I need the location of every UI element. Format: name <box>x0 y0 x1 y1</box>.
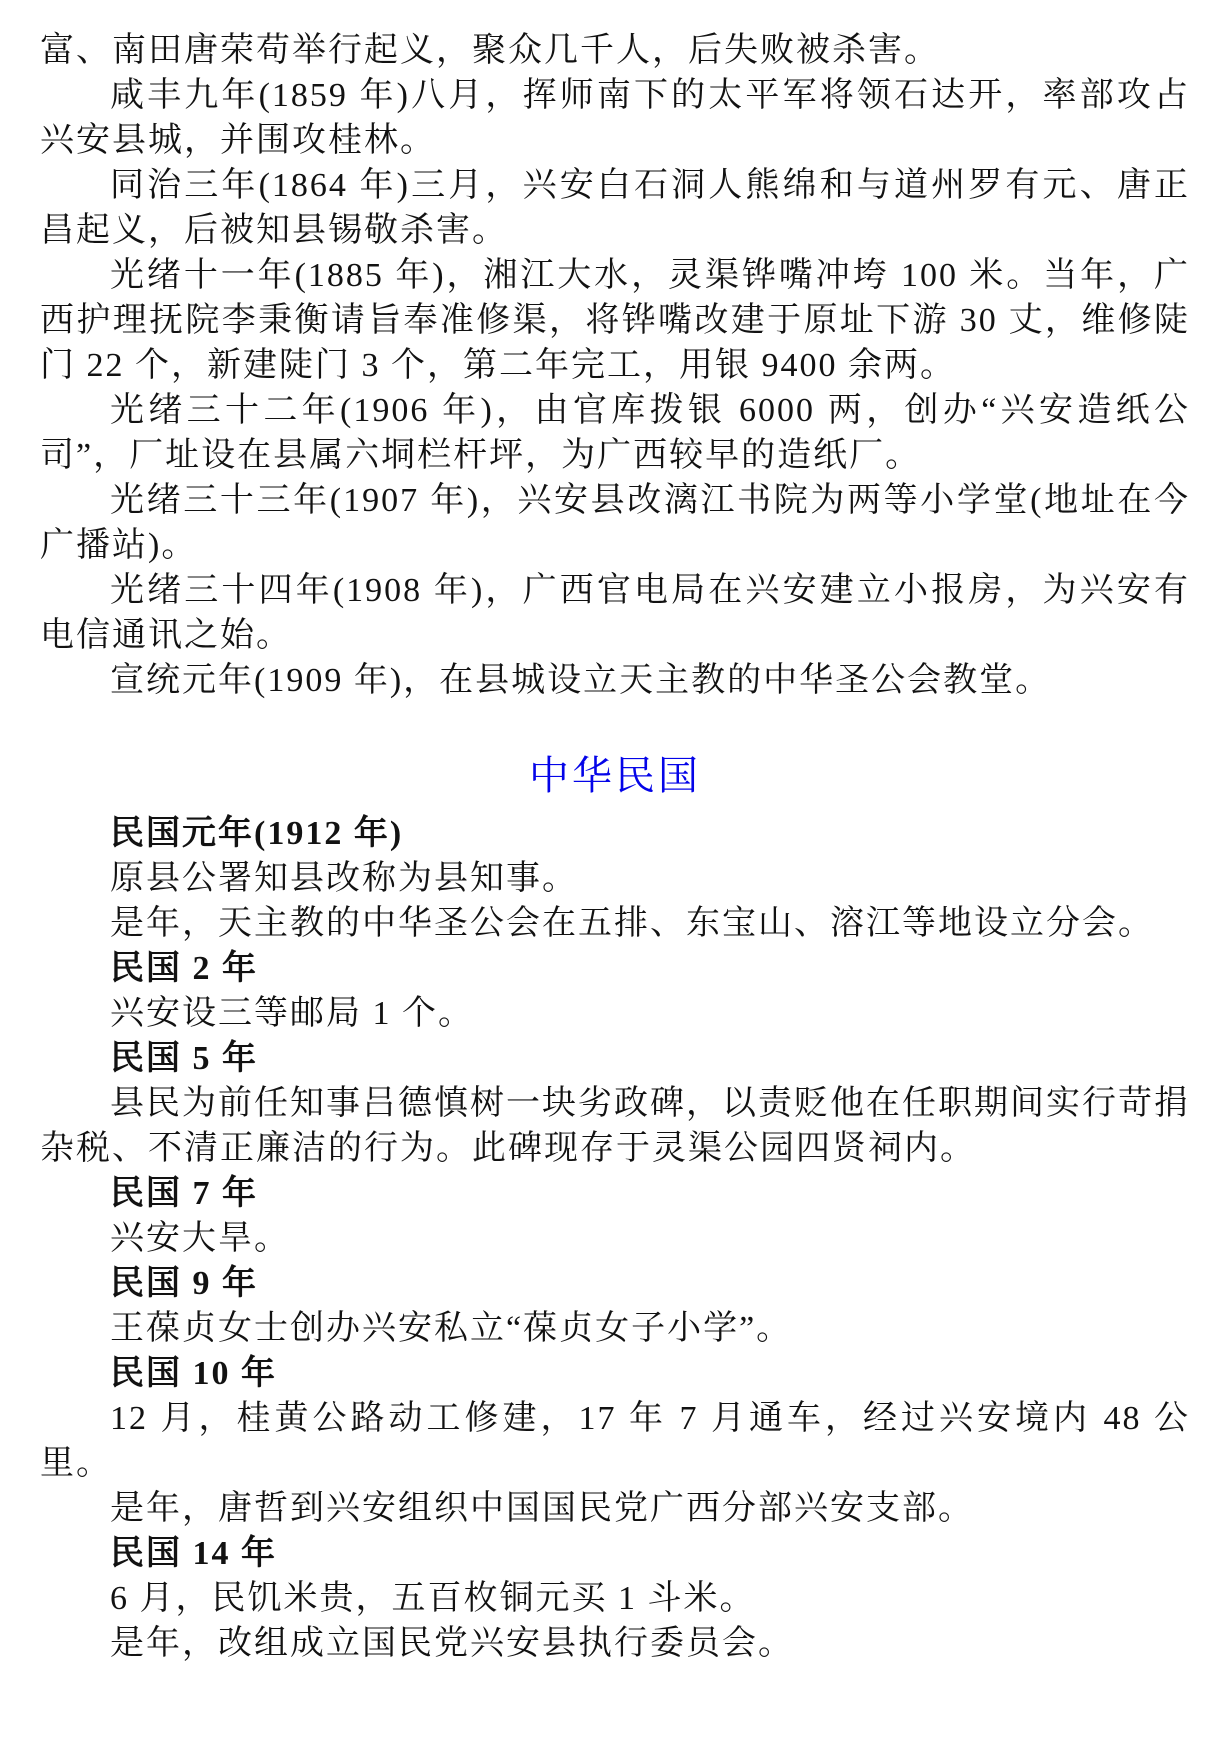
era-entry-header: 民国元年(1912 年) <box>110 815 404 852</box>
era-entry-header: 民国 14 年 <box>110 1535 277 1572</box>
paragraph: 咸丰九年(1859 年)八月，挥师南下的太平军将领石达开，率部攻占兴安县城，并围攻桂林。 <box>40 77 1190 159</box>
paragraph: 同治三年(1864 年)三月，兴安白石洞人熊绵和与道州罗有元、唐正昌起义，后被知县锡敬杀害。 <box>40 167 1190 249</box>
paragraph: 县民为前任知事吕德慎树一块劣政碑，以责贬他在任职期间实行苛捐杂税、不清正廉洁的行为。此碑现存于灵渠公园四贤祠内。 <box>40 1085 1190 1167</box>
paragraph: 兴安大旱。 <box>110 1220 290 1257</box>
era-entry-header: 民国 5 年 <box>110 1040 258 1077</box>
paragraph: 光绪十一年(1885 年)，湘江大水，灵渠铧嘴冲垮 100 米。当年，广西护理抚院李秉衡请旨奉准修渠，将铧嘴改建于原址下游 30 丈，维修陡门 22 个，新建陡门 3 个，第二年完工，用银 9400 余两。 <box>40 257 1190 384</box>
paragraph: 王葆贞女士创办兴安私立“葆贞女子小学”。 <box>110 1310 793 1347</box>
paragraph: 6 月，民饥米贵，五百枚铜元买 1 斗米。 <box>110 1580 756 1617</box>
section-heading-republic-of-china: 中华民国 <box>529 753 701 798</box>
paragraph: 宣统元年(1909 年)，在县城设立天主教的中华圣公会教堂。 <box>110 662 1052 699</box>
paragraph: 12 月，桂黄公路动工修建，17 年 7 月通车，经过兴安境内 48 公里。 <box>40 1400 1190 1482</box>
paragraph: 是年，天主教的中华圣公会在五排、东宝山、溶江等地设立分会。 <box>110 905 1154 942</box>
era-entry-header: 民国 7 年 <box>110 1175 258 1212</box>
paragraph: 光绪三十三年(1907 年)，兴安县改漓江书院为两等小学堂(地址在今广播站)。 <box>40 482 1190 564</box>
paragraph: 富、南田唐荣苟举行起义，聚众几千人，后失败被杀害。 <box>40 32 940 69</box>
paragraph: 兴安设三等邮局 1 个。 <box>110 995 474 1032</box>
qing-dynasty-section <box>40 28 1190 703</box>
paragraph: 光绪三十四年(1908 年)，广西官电局在兴安建立小报房，为兴安有电信通讯之始。 <box>40 572 1190 654</box>
page-content <box>40 28 1190 1666</box>
era-entry-header: 民国 2 年 <box>110 950 258 987</box>
era-entry-header: 民国 10 年 <box>110 1355 277 1392</box>
paragraph: 原县公署知县改称为县知事。 <box>110 860 578 897</box>
era-entry-header: 民国 9 年 <box>110 1265 258 1302</box>
paragraph: 是年，唐哲到兴安组织中国国民党广西分部兴安支部。 <box>110 1490 974 1527</box>
paragraph: 是年，改组成立国民党兴安县执行委员会。 <box>110 1625 794 1662</box>
paragraph: 光绪三十二年(1906 年)，由官库拨银 6000 两，创办“兴安造纸公司”，厂址设在县属六垌栏杆坪，为广西较早的造纸厂。 <box>40 392 1190 474</box>
republic-of-china-section <box>40 811 1190 1666</box>
